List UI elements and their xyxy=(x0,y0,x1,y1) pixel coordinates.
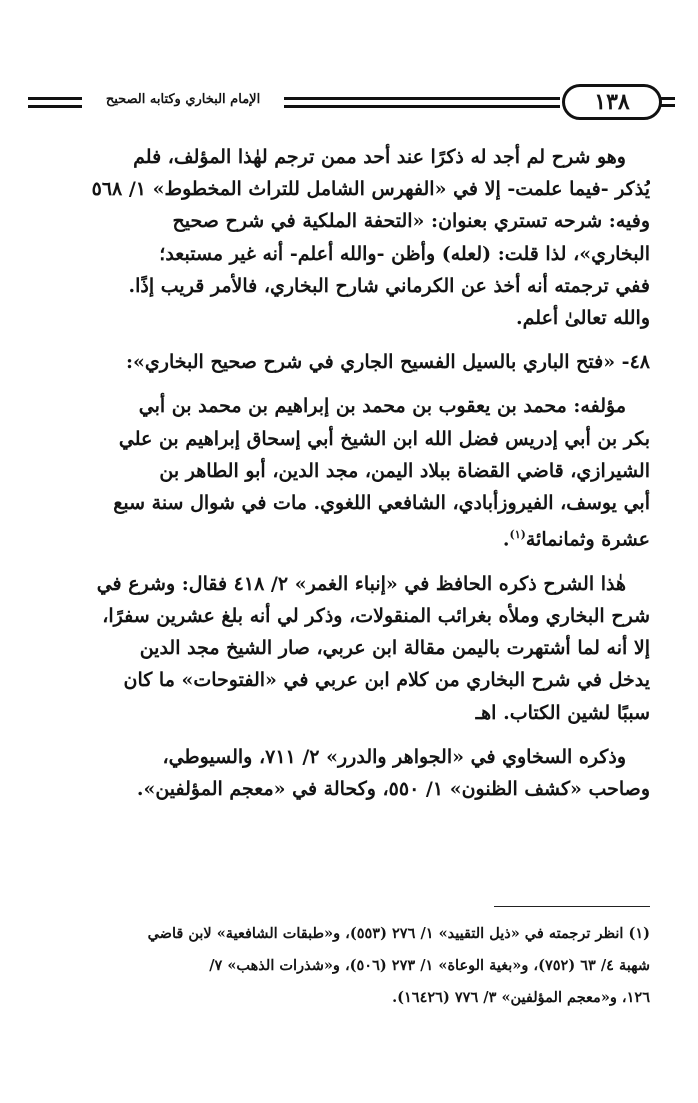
paragraph-gap xyxy=(46,334,650,346)
main-text xyxy=(46,141,650,805)
text-line: وفيه: شرحه تستري بعنوان: «التحفة الملكية في شرح صحيح xyxy=(172,210,650,233)
badge-tail-rule xyxy=(659,97,675,107)
paragraph-gap xyxy=(46,556,650,568)
text-line: والله تعالىٰ أعلم. xyxy=(516,307,650,330)
page-number: ١٣٨ xyxy=(594,89,630,115)
footnote-line: (١) انظر ترجمته في «ذيل التقييد» ١/ ٢٧٦ (٥٥٣)، و«طبقات الشافعية» لابن قاضي xyxy=(147,925,650,942)
header-rule-left xyxy=(28,97,82,108)
footnotes xyxy=(46,918,650,1014)
paragraph-gap xyxy=(46,378,650,390)
text-line: بكر بن أبي إدريس فضل الله ابن الشيخ أبي إسحاق إبراهيم بن علي xyxy=(118,427,650,450)
text-line: يدخل في شرح البخاري من كلام ابن عربي في «الفتوحات» ما كان xyxy=(123,669,650,692)
footnote-marker: (١) xyxy=(509,528,526,542)
text-line: مؤلفه: محمد بن يعقوب بن محمد بن إبراهيم بن محمد بن أبي xyxy=(138,395,626,418)
text-line: شرح البخاري وملأه بغرائب المنقولات، وذكر لي أنه بلغ عشرين سفرًا، xyxy=(102,604,650,627)
header-rule-middle xyxy=(284,97,560,108)
text-line: أبي يوسف، الفيروزأبادي، الشافعي اللغوي. مات في شوال سنة سبع xyxy=(113,492,650,515)
text-line: إلا أنه لما أشتهرت باليمن مقالة ابن عربي، صار الشيخ مجد الدين xyxy=(139,637,650,660)
text-line: وصاحب «كشف الظنون» ١/ ٥٥٠، وكحالة في «معجم المؤلفين». xyxy=(136,777,650,800)
text-line: وهو شرح لم أجد له ذكرًا عند أحد ممن ترجم لهٰذا المؤلف، فلم xyxy=(133,146,626,168)
text-segment: عشرة وثمانمائة xyxy=(525,528,650,551)
text-line: البخاري»، لذا قلت: (لعله) وأظن -والله أعلم- أنه غير مستبعد؛ xyxy=(159,242,650,265)
footnote-line: ١٢٦، و«معجم المؤلفين» ٣/ ٧٧٦ (١٦٤٢٦). xyxy=(392,989,650,1006)
text-line: عشرة وثمانمائة$^{(١)}$. xyxy=(502,528,650,551)
entry-heading: ٤٨- «فتح الباري بالسيل الفسيح الجاري في شرح صحيح البخاري»: xyxy=(126,351,650,374)
text-line: يُذكر -فيما علمت- إلا في «الفهرس الشامل للتراث المخطوط» ١/ ٥٦٨ xyxy=(91,178,650,201)
footnote-separator xyxy=(494,906,650,907)
footnote-line: شهبة ٤/ ٦٣ (٧٥٢)، و«بغية الوعاة» ١/ ٢٧٣ (٥٠٦)، و«شذرات الذهب» ٧/ xyxy=(209,957,650,974)
text-line: سببًا لشين الكتاب. اهـ xyxy=(475,701,650,724)
text-line: وذكره السخاوي في «الجواهر والدرر» ٢/ ٧١١، والسيوطي، xyxy=(162,745,626,768)
paragraph-gap xyxy=(46,729,650,741)
page-header xyxy=(22,72,678,122)
page-number-badge xyxy=(562,84,662,120)
text-line: هٰذا الشرح ذكره الحافظ في «إنباء الغمر» ٢/ ٤١٨ فقال: وشرع في xyxy=(96,572,626,595)
text-line: الشيرازي، قاضي القضاة ببلاد اليمن، مجد الدين، أبو الطاهر بن xyxy=(159,459,650,482)
text-line: ففي ترجمته أنه أخذ عن الكرماني شارح البخاري، فالأمر قريب إذًا. xyxy=(128,274,650,297)
running-title: الإمام البخاري وكتابه الصحيح xyxy=(105,92,261,107)
